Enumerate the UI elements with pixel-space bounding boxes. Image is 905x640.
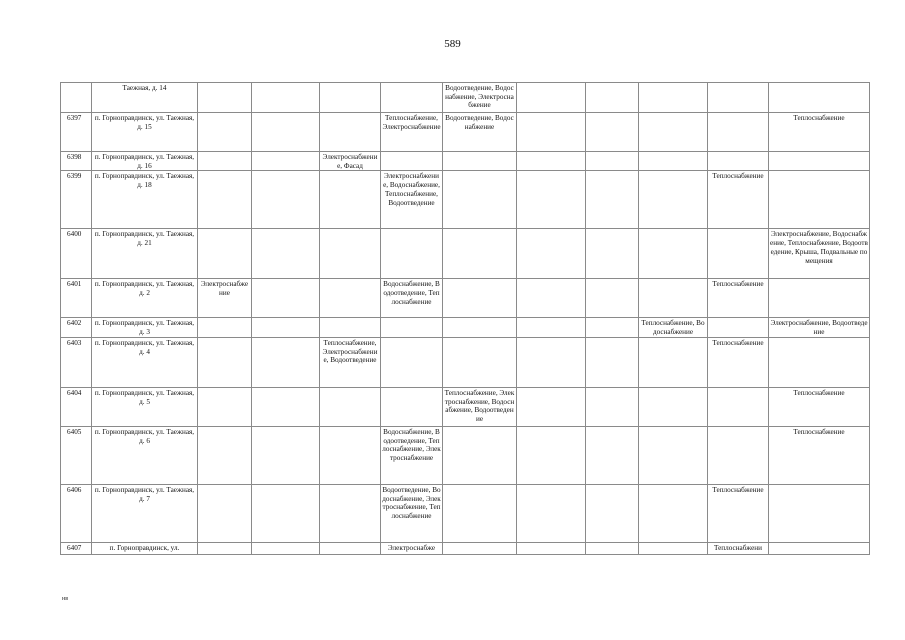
cell-works-col-4: Теплоснабжение, Электроснабжение <box>381 113 443 152</box>
cell-works-col-3 <box>320 171 381 229</box>
cell-works-col-7 <box>586 387 639 426</box>
table-body <box>61 83 870 555</box>
cell-address: п. Горноправдинск, ул. Таежная, д. 7 <box>92 484 198 542</box>
cell-address: п. Горноправдинск, ул. Таежная, д. 4 <box>92 337 198 387</box>
table-row <box>61 426 870 484</box>
table-row <box>61 152 870 171</box>
cell-works-col-3: Теплоснабжение, Электроснабжение, Водоотведение <box>320 337 381 387</box>
cell-works-col-9: Теплоснабжение <box>708 171 769 229</box>
cell-works-col-4: Электроснабже <box>381 542 443 554</box>
cell-works-col-5 <box>443 318 517 337</box>
cell-works-col-1 <box>198 113 252 152</box>
cell-works-col-2 <box>252 484 320 542</box>
cell-works-col-3: Электроснабжение, Фасад <box>320 152 381 171</box>
cell-address: п. Горноправдинск, ул. Таежная, д. 15 <box>92 113 198 152</box>
cell-works-col-6 <box>517 542 586 554</box>
cell-works-col-4: Водоотведение, Водоснабжение, Электроснабжение, Теплоснабжение <box>381 484 443 542</box>
cell-works-col-2 <box>252 113 320 152</box>
cell-works-col-3 <box>320 542 381 554</box>
cell-works-col-5 <box>443 484 517 542</box>
cell-address: п. Горноправдинск, ул. Таежная, д. 18 <box>92 171 198 229</box>
table-row <box>61 171 870 229</box>
page-number: 589 <box>444 38 461 50</box>
cell-works-col-9: Теплоснабжени <box>708 542 769 554</box>
cell-works-col-10: Электроснабжение, Водоснабжение, Теплоснабжение, Водоотведение, Крыша, Подвальные помещения <box>769 229 870 279</box>
cell-works-col-2 <box>252 387 320 426</box>
cell-works-col-1: Электроснабжение <box>198 279 252 318</box>
cell-works-col-2 <box>252 542 320 554</box>
cell-works-col-5 <box>443 229 517 279</box>
cell-works-col-2 <box>252 279 320 318</box>
cell-works-col-4: Водоснабжение, Водоотведение, Теплоснабжение <box>381 279 443 318</box>
cell-number: 6401 <box>61 279 92 318</box>
cell-works-col-3 <box>320 387 381 426</box>
cell-works-col-10 <box>769 83 870 113</box>
cell-works-col-4 <box>381 152 443 171</box>
cell-works-col-8 <box>639 542 708 554</box>
cell-works-col-8 <box>639 279 708 318</box>
cell-works-col-7 <box>586 279 639 318</box>
cell-works-col-6 <box>517 318 586 337</box>
cell-works-col-10: Теплоснабжение <box>769 387 870 426</box>
cell-works-col-7 <box>586 229 639 279</box>
cell-works-col-7 <box>586 426 639 484</box>
cell-works-col-8 <box>639 229 708 279</box>
cell-works-col-8 <box>639 83 708 113</box>
cell-works-col-1 <box>198 229 252 279</box>
cell-works-col-5: Водоотведение, Водоснабжение <box>443 113 517 152</box>
cell-works-col-6 <box>517 171 586 229</box>
cell-works-col-10: Теплоснабжение <box>769 426 870 484</box>
cell-works-col-10 <box>769 279 870 318</box>
cell-works-col-10: Электроснабжение, Водоотведение <box>770 319 868 337</box>
cell-number: 6407 <box>61 542 92 554</box>
cell-works-col-7 <box>586 171 639 229</box>
cell-works-col-6 <box>517 387 586 426</box>
table-row <box>61 113 870 152</box>
footer-mark: нв <box>62 596 69 602</box>
cell-works-col-9: Теплоснабжение <box>708 484 769 542</box>
cell-address: п. Горноправдинск, ул. Таежная, д. 5 <box>92 387 198 426</box>
cell-works-col-6 <box>517 279 586 318</box>
cell-works-col-5: Водоотведение, Водоснабжение, Электроснабжение <box>443 83 517 113</box>
cell-works-col-1 <box>198 484 252 542</box>
cell-works-col-6 <box>517 484 586 542</box>
table-row <box>61 337 870 387</box>
cell-works-col-5: Теплоснабжение, Электроснабжение, Водоснабжение, Водоотведение <box>443 387 517 426</box>
cell-works-col-2 <box>252 337 320 387</box>
cell-works-col-5 <box>443 426 517 484</box>
cell-works-col-3 <box>320 113 381 152</box>
cell-works-col-9 <box>708 113 769 152</box>
cell-number <box>61 83 92 113</box>
cell-number: 6404 <box>61 387 92 426</box>
cell-works-col-10 <box>769 171 870 229</box>
cell-works-col-5 <box>443 337 517 387</box>
cell-number: 6397 <box>61 113 92 152</box>
cell-works-col-1 <box>198 542 252 554</box>
cell-works-col-4 <box>381 337 443 387</box>
cell-works-col-7 <box>586 152 639 171</box>
table-row <box>61 484 870 542</box>
cell-works-col-4: Электроснабжение, Водоснабжение, Теплоснабжение, Водоотведение <box>381 171 443 229</box>
cell-works-col-7 <box>586 83 639 113</box>
cell-works-col-2 <box>252 229 320 279</box>
table-row <box>61 318 870 337</box>
cell-works-col-8 <box>639 171 708 229</box>
cell-works-col-7 <box>586 318 639 337</box>
cell-works-col-8 <box>639 387 708 426</box>
cell-works-col-3 <box>320 484 381 542</box>
cell-works-col-8 <box>639 337 708 387</box>
cell-works-col-2 <box>252 83 320 113</box>
cell-works-col-7 <box>586 113 639 152</box>
cell-address: п. Горноправдинск, ул. Таежная, д. 6 <box>92 426 198 484</box>
cell-works-col-1 <box>198 152 252 171</box>
cell-address: п. Горноправдинск, ул. <box>92 542 198 554</box>
cell-works-col-9 <box>708 426 769 484</box>
cell-works-col-9 <box>708 229 769 279</box>
cell-works-col-10 <box>769 542 870 554</box>
cell-works-col-8 <box>639 113 708 152</box>
cell-works-col-7 <box>586 542 639 554</box>
cell-works-col-10: Теплоснабжение <box>769 113 870 152</box>
table-row <box>61 387 870 426</box>
table-row <box>61 229 870 279</box>
table-row <box>61 542 870 554</box>
cell-address: п. Горноправдинск, ул. Таежная, д. 3 <box>92 318 198 337</box>
cell-number: 6406 <box>61 484 92 542</box>
cell-works-col-8 <box>639 152 708 171</box>
cell-works-col-10 <box>769 337 870 387</box>
cell-address: п. Горноправдинск, ул. Таежная, д. 21 <box>92 229 198 279</box>
cell-works-col-6 <box>517 83 586 113</box>
cell-works-col-5 <box>443 542 517 554</box>
cell-works-col-5 <box>443 171 517 229</box>
cell-works-col-5 <box>443 279 517 318</box>
cell-works-col-2 <box>252 318 320 337</box>
cell-number: 6405 <box>61 426 92 484</box>
cell-works-col-3 <box>320 83 381 113</box>
cell-works-col-6 <box>517 113 586 152</box>
cell-works-col-7 <box>586 337 639 387</box>
cell-works-col-3 <box>320 279 381 318</box>
cell-works-col-3 <box>320 318 381 337</box>
cell-works-col-10 <box>769 484 870 542</box>
cell-works-col-9 <box>708 83 769 113</box>
repair-schedule-table <box>60 82 870 555</box>
cell-works-col-3 <box>320 229 381 279</box>
cell-works-col-1 <box>198 171 252 229</box>
cell-works-col-8 <box>639 426 708 484</box>
cell-works-col-4 <box>381 229 443 279</box>
cell-works-col-9 <box>708 152 769 171</box>
cell-works-col-1 <box>198 426 252 484</box>
cell-works-col-5 <box>443 152 517 171</box>
cell-works-col-8: Теплоснабжение, Водоснабжение <box>639 318 708 337</box>
cell-works-col-6 <box>517 229 586 279</box>
table-row <box>61 83 870 113</box>
cell-works-col-4 <box>381 318 443 337</box>
cell-works-col-4 <box>381 387 443 426</box>
cell-address: п. Горноправдинск, ул. Таежная, д. 2 <box>92 279 198 318</box>
cell-works-col-9: Теплоснабжение <box>708 337 769 387</box>
cell-works-col-9 <box>708 387 769 426</box>
cell-number: 6399 <box>61 171 92 229</box>
cell-works-col-6 <box>517 426 586 484</box>
cell-address: п. Горноправдинск, ул. Таежная, д. 16 <box>92 152 198 171</box>
cell-address: Таежная, д. 14 <box>92 83 198 113</box>
cell-number: 6403 <box>61 337 92 387</box>
cell-number: 6402 <box>61 318 92 337</box>
cell-works-col-2 <box>252 152 320 171</box>
cell-works-col-9: Теплоснабжение <box>708 279 769 318</box>
table-row <box>61 279 870 318</box>
cell-works-col-7 <box>586 484 639 542</box>
cell-works-col-10 <box>769 152 870 171</box>
cell-works-col-8 <box>639 484 708 542</box>
cell-works-col-9 <box>708 318 769 337</box>
repair-schedule-table-wrap <box>60 82 869 555</box>
cell-works-col-2 <box>252 171 320 229</box>
cell-works-col-6 <box>517 152 586 171</box>
cell-works-col-1 <box>198 318 252 337</box>
cell-works-col-4 <box>381 83 443 113</box>
cell-works-col-1 <box>198 83 252 113</box>
cell-works-col-1 <box>198 387 252 426</box>
cell-works-col-4: Водоснабжение, Водоотведение, Теплоснабжение, Электроснабжение <box>381 426 443 484</box>
cell-works-col-3 <box>320 426 381 484</box>
cell-works-col-6 <box>517 337 586 387</box>
cell-number: 6400 <box>61 229 92 279</box>
cell-works-col-1 <box>198 337 252 387</box>
cell-works-col-2 <box>252 426 320 484</box>
cell-number: 6398 <box>61 152 92 171</box>
